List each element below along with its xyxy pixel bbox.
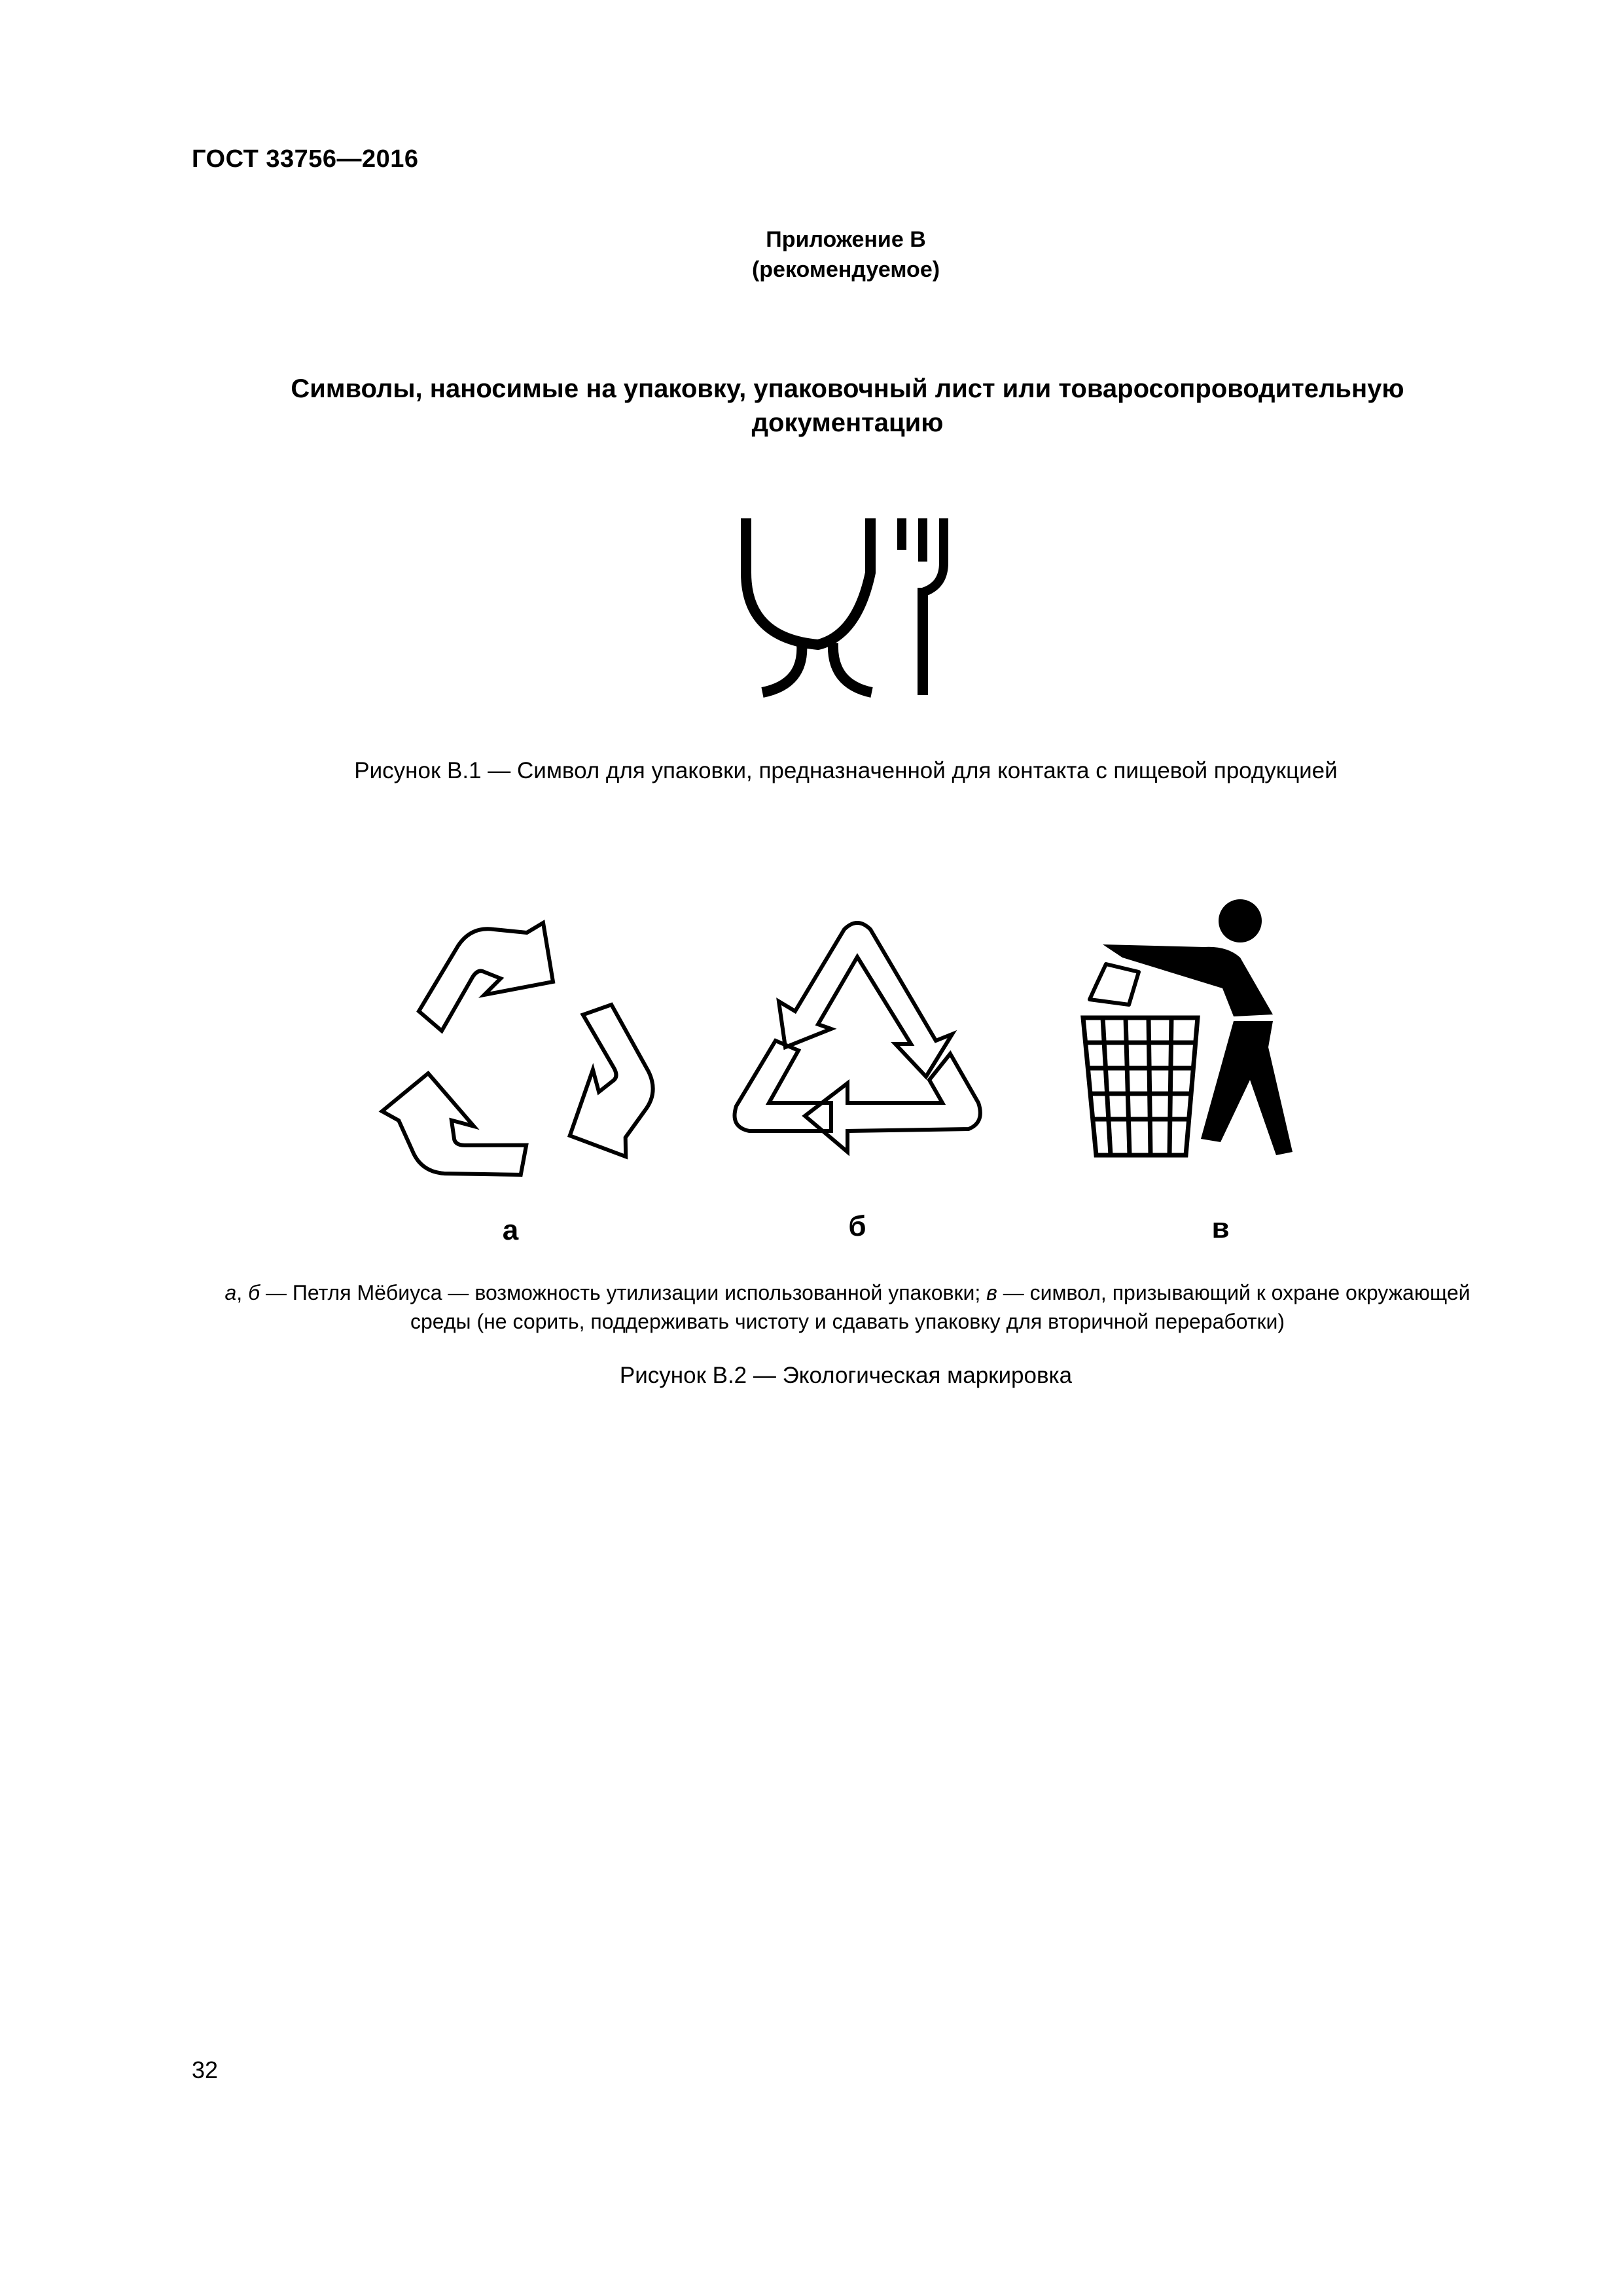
figure2-caption: Рисунок В.2 — Экологическая маркировка (619, 1363, 1073, 1388)
note-italic-v: в (986, 1281, 997, 1304)
note-italic-b: б (248, 1281, 260, 1304)
figure2-note-line2: среды (не сорить, поддерживать чистоту и сдавать упаковку для вторичной переработки) (410, 1310, 1285, 1333)
symbol-label-b: б (848, 1210, 866, 1242)
appendix-heading (0, 224, 1623, 285)
standard-number: ГОСТ 33756—2016 (192, 145, 419, 173)
figure2-note (170, 1278, 1525, 1336)
appendix-title: Приложение В (766, 227, 926, 252)
figure2-note-line1 (170, 1278, 1525, 1307)
note-text-part2: — символ, призывающий к охране окружающей (997, 1281, 1471, 1304)
symbol-label-a: а (502, 1214, 519, 1246)
food-contact-glass-fork-icon (733, 511, 969, 707)
note-separator: , (236, 1281, 249, 1304)
section-title-line2: документацию (751, 408, 944, 437)
section-title-line1: Символы, наносимые на упаковку, упаковочный лист или товаросопроводительную (291, 374, 1404, 403)
symbol-label-v: в (1211, 1212, 1230, 1244)
appendix-status: (рекомендуемое) (751, 257, 940, 282)
note-italic-a: а (224, 1281, 237, 1304)
tidy-man-bin-icon (1073, 893, 1322, 1168)
note-text-part1: — Петля Мёбиуса — возможность утилизации использованной упаковки; (260, 1281, 987, 1304)
section-title (196, 372, 1499, 440)
mobius-loop-three-arrows-icon (380, 920, 654, 1194)
page-number: 32 (192, 2056, 219, 2083)
figure1-caption: Рисунок В.1 — Символ для упаковки, предназначенной для контакта с пищевой продукцией (354, 758, 1338, 783)
mobius-loop-triangle-icon (720, 916, 995, 1178)
